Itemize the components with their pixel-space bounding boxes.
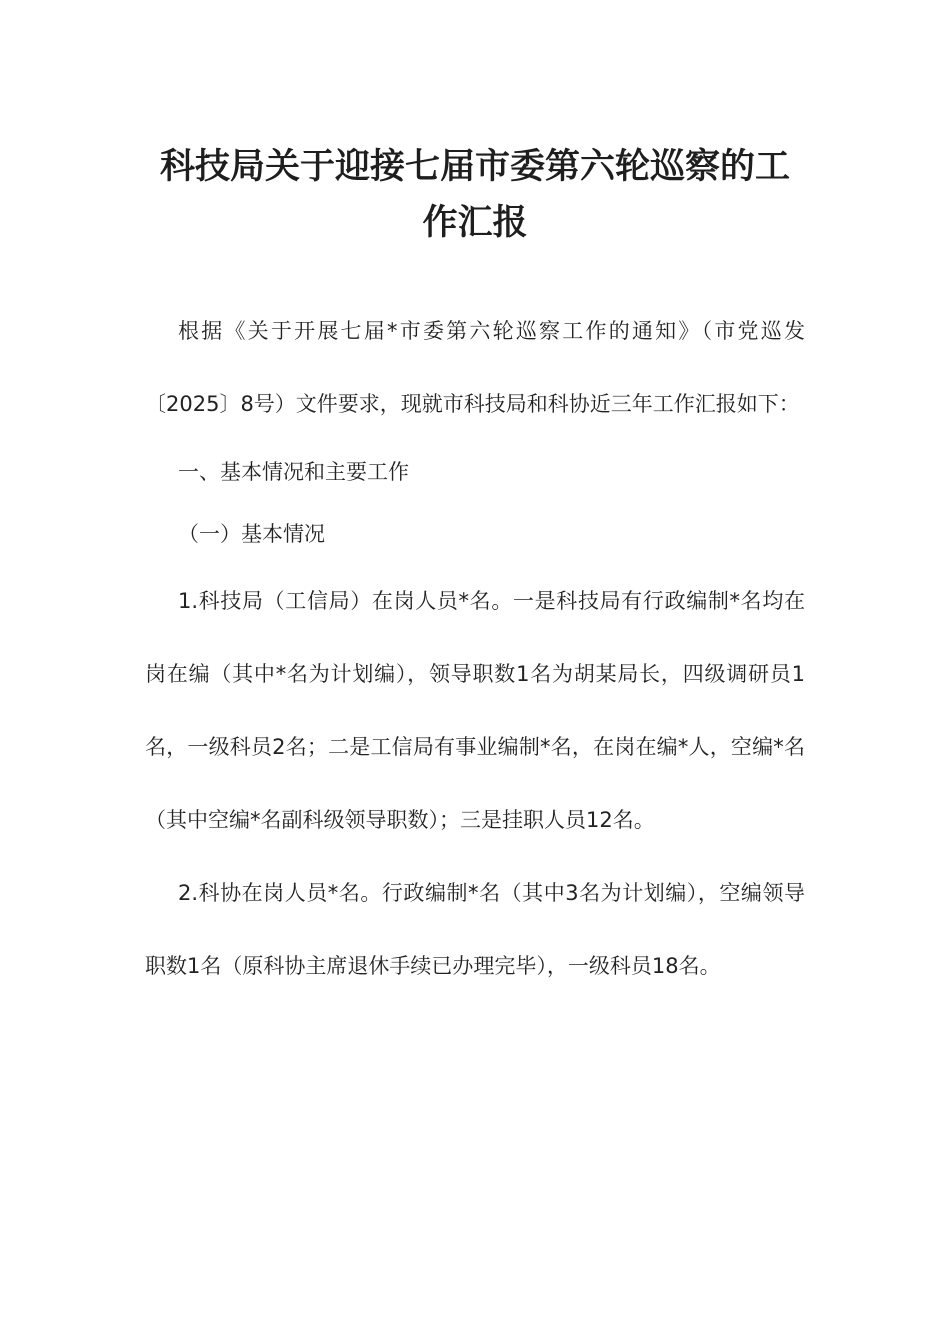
subsection-heading-1: （一）基本情况 (178, 522, 325, 546)
staffing-paragraph-2: 2.科协在岗人员*名。行政编制*名（其中3名为计划编），空编领导职数1名（原科协主席退休手续已办理完毕），一级科员18名。 (145, 881, 805, 978)
staffing-paragraph-1: 1.科技局（工信局）在岗人员*名。一是科技局有行政编制*名均在岗在编（其中*名为计划编），领导职数1名为胡某局长，四级调研员1名，一级科员2名；二是工信局有事业编制*名，在岗在编*人，空编*名（其中空编*名副科级领导职数）；三是挂职人员12名。 (145, 589, 805, 832)
section-heading-1: 一、基本情况和主要工作 (178, 460, 409, 484)
intro-paragraph: 根据《关于开展七届*市委第六轮巡察工作的通知》（市党巡发〔2025〕8号）文件要求，现就市科技局和科协近三年工作汇报如下： (145, 319, 805, 416)
document-body (145, 295, 805, 1003)
document-title: 科技局关于迎接七届市委第六轮巡察的工作汇报 (159, 146, 790, 244)
